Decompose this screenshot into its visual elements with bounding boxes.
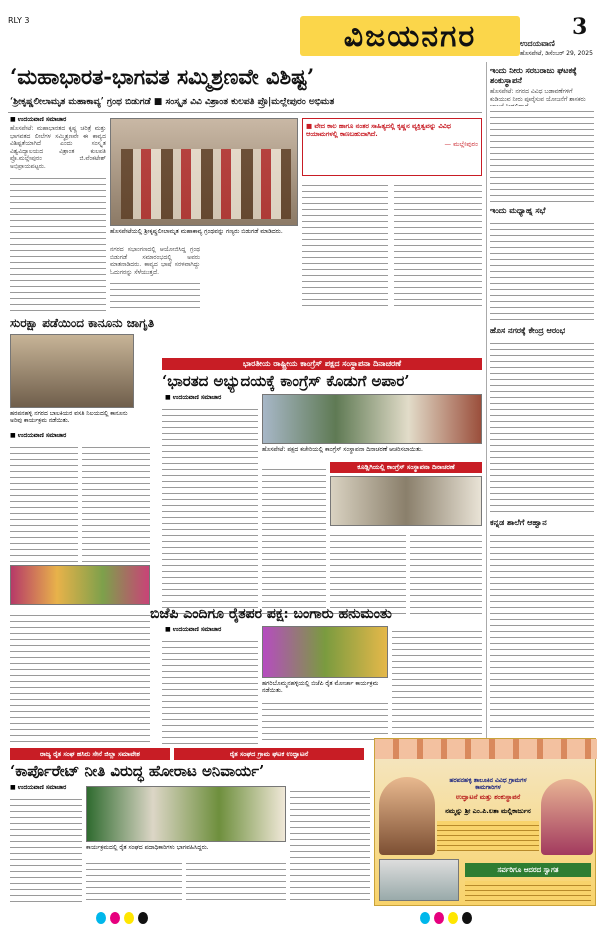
corporate-photo xyxy=(86,786,286,842)
corporate-headline: ‘ಕಾರ್ಪೊರೇಟ್ ನೀತಿ ವಿರುದ್ಧ ಹೋರಾಟ ಅನಿವಾರ್ಯ’ xyxy=(10,762,265,780)
corporate-col2 xyxy=(86,858,182,904)
bjp-photo xyxy=(262,626,388,678)
corporate-caption: ಕಾರ್ಯಕ್ರಮದಲ್ಲಿ ರೈತ ಸಂಘದ ಪದಾಧಿಕಾರಿಗಳು ಭಾಗವಹಿಸಿದ್ದರು. xyxy=(86,844,209,851)
right-head1: ಇಂದು ನೀರು ಸರಬರಾಜು ಘಟಕಕ್ಕೆ ಶಂಕುಸ್ಥಾಪನೆ xyxy=(490,66,577,85)
ad-name: ನಮ್ಮನ್ನು ಶ್ರೀ ಎಂ.ಪಿ.ಲತಾ ಮಲ್ಲಿಕಾರ್ಜುನ xyxy=(445,807,531,815)
bjp-headline: ಬಿಜೆಪಿ ಎಂದಿಗೂ ರೈತಪರ ಪಕ್ಷ: ಬಂಗಾರು ಹನುಮಂತು xyxy=(150,606,392,622)
congress-kicker: ಭಾರತೀಯ ರಾಷ್ಟ್ರೀಯ ಕಾಂಗ್ರೆಸ್ ಪಕ್ಷದ ಸಂಸ್ಥಾಪನಾ ದಿನಾಚರಣೆ xyxy=(162,358,482,370)
lead-subhead: ‘ಶ್ರೀಕೃಷ್ಣಲೀಲಾಮೃತ ಮಹಾಕಾವ್ಯ’ ಗ್ರಂಥ ಬಿಡುಗಡೆ ■ ಸಂಸ್ಕೃತ ವಿವಿ ವಿಶ್ರಾಂತ ಕುಲಪತಿ ಪ್ರೊ|ಮಲ್ಲೇಪುರಂ ಅಭಿಮತ xyxy=(10,97,335,107)
right-lines4 xyxy=(490,530,594,730)
issue-date: ಹೊಸಪೇಟೆ, ಡಿಸೆಂಬರ್ 29, 2025 xyxy=(520,50,593,57)
corporate-col1 xyxy=(10,794,82,904)
lead-body-col2 xyxy=(110,246,200,310)
kudligi-photo xyxy=(330,476,482,526)
right-head4: ಕನ್ನಡ ಶಾಲೆಗೆ ಆಹ್ವಾನ xyxy=(490,518,547,527)
bjp-col2 xyxy=(392,626,482,744)
lead-body-para2: ನಗರದ ಸಭಾಂಗಣದಲ್ಲಿ ಆಯೋಜಿಸಿದ್ದ ಗ್ರಂಥ ಬಿಡುಗಡೆ ಸಮಾರಂಭದಲ್ಲಿ ಅವರು ಮಾತನಾಡಿದರು. ಕಾವ್ಯದ ಭಾಷೆ ಸರಳವಾಗಿದ್ದು ಓದುಗರನ್ನು ಸೆಳೆಯುತ್ತದೆ. xyxy=(110,246,200,276)
ad-line2: ಉದ್ಘಾಟನೆ ಮತ್ತು ಶಂಕುಸ್ಥಾಪನೆ xyxy=(455,793,521,801)
masthead-title: ವಿಜಯನಗರ xyxy=(300,16,520,56)
congress-headline: ‘ಭಾರತದ ಅಭ್ಯುದಯಕ್ಕೆ ಕಾಂಗ್ರೆಸ್ ಕೊಡುಗೆ ಅಪಾರ’ xyxy=(162,372,410,390)
ad-portrait-left xyxy=(379,777,435,855)
lead-quote-author: — ಮಲ್ಲೇಪುರಂ xyxy=(444,140,478,148)
ad-building-photo xyxy=(379,859,459,901)
bjp-col3 xyxy=(262,698,388,744)
ad-welcome: ಸರ್ವರಿಗೂ ಆದರದ ಸ್ವಾಗತ xyxy=(465,863,591,877)
brand-name: ಉದಯವಾಣಿ xyxy=(520,39,555,48)
congress-caption: ಹೊಸಪೇಟೆ: ಪಕ್ಷದ ಕಚೇರಿಯಲ್ಲಿ ಕಾಂಗ್ರೆಸ್ ಸಂಸ್ಥಾಪನಾ ದಿನಾಚರಣೆ ಆಚರಿಸಲಾಯಿತು. xyxy=(262,446,423,453)
ad-portrait-right xyxy=(541,779,593,855)
lower-left-text xyxy=(10,610,150,744)
corporate-col3 xyxy=(186,858,286,904)
suraksha-photo xyxy=(10,334,134,408)
lead-headline: ‘ಮಹಾಭಾರತ-ಭಾಗವತ ಸಮ್ಮಿಶ್ರಣವೇ ವಿಶಿಷ್ಟ’ xyxy=(10,64,315,89)
bjp-col1 xyxy=(162,636,258,744)
lead-photo-caption: ಹೊಸಪೇಟೆಯಲ್ಲಿ ಶ್ರೀಕೃಷ್ಣಲೀಲಾಮೃತ ಮಹಾಕಾವ್ಯ ಗ್ರಂಥವನ್ನು ಗಣ್ಯರು ಬಿಡುಗಡೆ ಮಾಡಿದರು. xyxy=(110,228,283,235)
corporate-col4 xyxy=(290,786,370,904)
congress-col1 xyxy=(162,404,258,619)
lead-body-col3 xyxy=(302,180,388,310)
congress-photo xyxy=(262,394,482,444)
suraksha-photo2 xyxy=(10,565,150,605)
lead-body-col4 xyxy=(394,180,482,310)
bjp-byline: ■ ಉದಯವಾಣಿ ಸಮಾಚಾರ xyxy=(165,626,222,633)
lead-body-col1 xyxy=(10,125,106,310)
right-head2: ಇಂದು ಮಧ್ಯಾಹ್ನ ಸಭೆ xyxy=(490,206,546,215)
right-lines2 xyxy=(490,218,594,322)
edition-label: RLY 3 xyxy=(8,16,30,25)
suraksha-caption: ಹರಪನಹಳ್ಳಿ ನಗರದ ಬಾಲಕಿಯರ ವಸತಿ ನಿಲಯದಲ್ಲಿ ಕಾನೂನು ಅರಿವು ಕಾರ್ಯಕ್ರಮ ನಡೆಯಿತು. xyxy=(10,410,128,424)
right-head3: ಹೊಸ ನಗರಕ್ಕೆ ಕೇಂದ್ರ ಆರಂಭ xyxy=(490,326,566,335)
suraksha-byline: ■ ಉದಯವಾಣಿ ಸಮಾಚಾರ xyxy=(10,432,67,439)
kudligi-kicker: ಕೂಡ್ಲಿಗಿಯಲ್ಲಿ ಕಾಂಗ್ರೆಸ್ ಸಂಸ್ಥಾಪನಾ ದಿನಾಚರಣೆ xyxy=(330,462,482,473)
lead-photo xyxy=(110,118,298,226)
lead-quote-text: ■ ವೇದ ಕಾಲ ಹಾಗೂ ನಂತರ ಸಾಹಿತ್ಯದಲ್ಲಿ ಕೃಷ್ಣನ ವ್ಯಕ್ತಿತ್ವವನ್ನು ವಿವಿಧ ಆಯಾಮಗಳಲ್ಲಿ ಕಾಣಬಹುದಾಗಿದೆ. xyxy=(306,122,451,138)
suraksha-headline: ಸುರಕ್ಷಾ ಪಡೆಯಿಂದ ಕಾನೂನು ಜಾಗೃತಿ xyxy=(10,316,155,330)
political-ad xyxy=(374,738,596,906)
right-text1: ಹೊಸಪೇಟೆ: ನಗರದ ವಿವಿಧ ಬಡಾವಣೆಗಳಿಗೆ ಕುಡಿಯುವ ನೀರು ಪೂರೈಸುವ ಯೋಜನೆಗೆ ಶಾಸಕರು xyxy=(490,88,586,103)
lead-byline: ■ ಉದಯವಾಣಿ ಸಮಾಚಾರ xyxy=(10,116,67,123)
corporate-byline: ■ ಉದಯವಾಣಿ ಸಮಾಚಾರ xyxy=(10,784,67,791)
right-lines3 xyxy=(490,338,594,514)
congress-byline: ■ ಉದಯವಾಣಿ ಸಮಾಚಾರ xyxy=(165,394,222,401)
bjp-caption: ಹಗರಿಬೊಮ್ಮನಹಳ್ಳಿಯಲ್ಲಿ ಬಿಜೆಪಿ ರೈತ ಮೋರ್ಚಾ ಕಾರ್ಯಕ್ರಮ ನಡೆಯಿತು. xyxy=(262,680,379,694)
lead-body-para1: ಹೊಸಪೇಟೆ: ಮಹಾಭಾರತದ ಕೃಷ್ಣ ಚರಿತ್ರೆ ಮತ್ತು ಭಾಗವತದ ಲೀಲೆಗಳ ಸಮ್ಮಿಶ್ರಣವೇ ಈ ಕಾವ್ಯದ ವಿಶಿಷ್ಟತೆಯಾಗಿದೆ ಎಂದು ಸಂಸ್ಕೃತ ವಿಶ್ವವಿದ್ಯಾಲಯದ ವಿಶ್ರಾಂತ ಕುಲಪತಿ ಪ್ರೊ.ಮಲ್ಲೇಪುರಂ ಜಿ.ವೆಂಕಟೇಶ್ ಅಭಿಪ್ರಾಯಪಟ್ಟರು. xyxy=(10,125,106,170)
corporate-kicker2: ರೈತ ಸಂಘದ ಗ್ರಾಮ ಘಟಕ ಉದ್ಘಾಟನೆ xyxy=(174,748,364,760)
suraksha-col1 xyxy=(10,442,78,562)
ad-portrait-strip xyxy=(375,739,597,759)
ad-line1: ಹರಪನಹಳ್ಳಿ ತಾಲೂಕಿನ ವಿವಿಧ ಗ್ರಾಮಗಳ ಕಾಮಗಾರಿಗಳ xyxy=(449,777,527,791)
lead-quote-box xyxy=(302,118,482,176)
right-lines1 xyxy=(490,106,594,204)
suraksha-col2 xyxy=(82,442,150,562)
page-number: 3 xyxy=(572,14,588,40)
corporate-kicker1: ರಾಜ್ಯ ರೈತ ಸಂಘ ಹಸಿರು ಸೇನೆ ಜಿಲ್ಲಾ ಸಮಾವೇಶ xyxy=(10,748,170,760)
congress-col2 xyxy=(262,464,326,619)
